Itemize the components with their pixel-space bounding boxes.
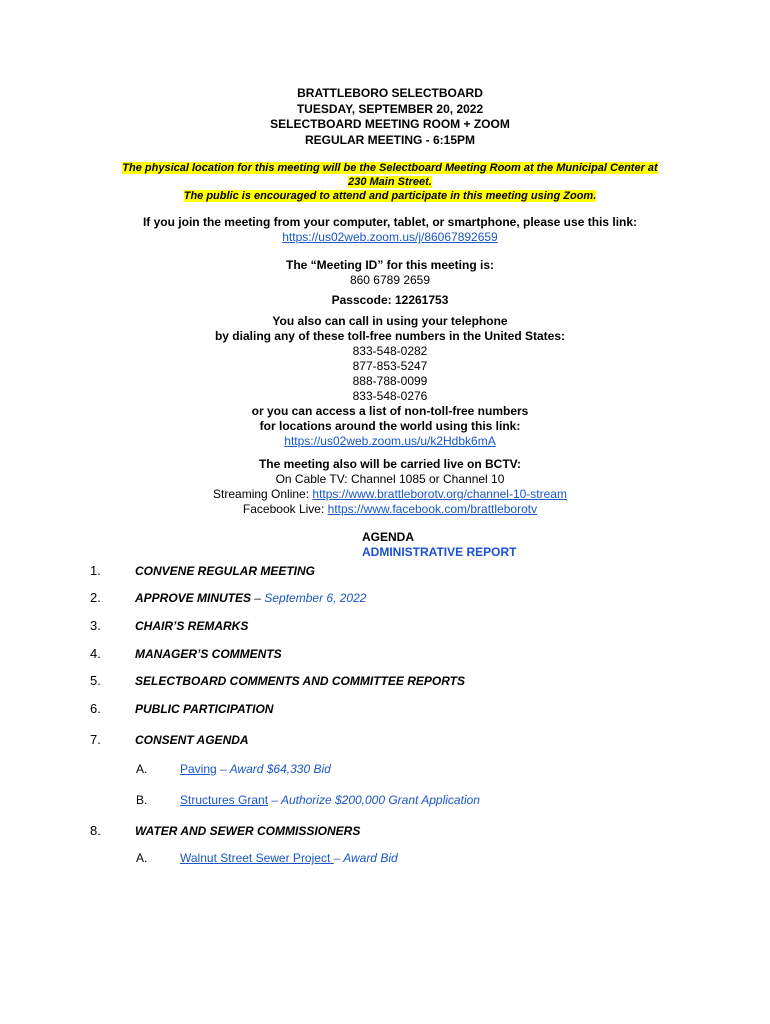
phone-number: 888-788-0099 (352, 374, 428, 388)
item-number: 1. (90, 563, 101, 578)
item-title: WATER AND SEWER COMMISSIONERS (135, 824, 361, 838)
subitem-description: Award $64,330 Bid (229, 762, 331, 776)
phone-number: 877-853-5247 (352, 359, 428, 373)
subitem-separator: – (268, 793, 281, 807)
meeting-id-section (80, 258, 700, 288)
location-notice (90, 161, 690, 203)
phone-intro-1: You also can call in using your telephone (272, 314, 508, 328)
streaming-link[interactable]: https://www.brattleborotv.org/channel-10-stream (312, 487, 567, 501)
item-separator: – (251, 591, 265, 605)
item-number: 7. (90, 732, 101, 747)
notice-line-3: The public is encouraged to attend and participate in this meeting using Zoom. (183, 190, 597, 202)
zoom-section (80, 215, 700, 245)
zoom-link[interactable]: https://us02web.zoom.us/j/86067892659 (282, 230, 498, 244)
item-title: CONVENE REGULAR MEETING (135, 564, 316, 578)
bctv-title: The meeting also will be carried live on BCTV: (258, 457, 522, 471)
structures-grant-link[interactable]: Structures Grant (180, 793, 269, 807)
item-title: PUBLIC PARTICIPATION (135, 702, 274, 716)
item-title: MANAGER’S COMMENTS (135, 647, 282, 661)
phone-section (80, 314, 700, 449)
header-meeting-type: REGULAR MEETING - 6:15PM (304, 132, 475, 147)
facebook-link[interactable]: https://www.facebook.com/brattleborotv (327, 502, 538, 516)
notice-line-2: 230 Main Street. (348, 176, 432, 188)
facebook-label: Facebook Live: (242, 502, 328, 516)
meeting-header (80, 86, 700, 148)
meeting-id-label: The “Meeting ID” for this meeting is: (285, 258, 494, 272)
phone-alt-2: for locations around the world using this link: (259, 419, 521, 433)
notice-line-1: The physical location for this meeting will be the Selectboard Meeting Room at the Municipal Center at (122, 162, 658, 174)
phone-number: 833-548-0276 (352, 389, 428, 403)
item-title: CONSENT AGENDA (135, 733, 249, 747)
subitem-separator: – (333, 851, 344, 865)
item-title: CHAIR’S REMARKS (135, 619, 249, 633)
zoom-intro: If you join the meeting from your computer, tablet, or smartphone, please use this link: (142, 215, 638, 229)
item-title: SELECTBOARD COMMENTS AND COMMITTEE REPORTS (135, 674, 466, 688)
subitem-description: Authorize $200,000 Grant Application (280, 793, 480, 807)
header-date: TUESDAY, SEPTEMBER 20, 2022 (296, 101, 484, 116)
streaming-label: Streaming Online: (213, 487, 313, 501)
item-number: 8. (90, 823, 101, 838)
item-number: 6. (90, 701, 101, 716)
phone-number: 833-548-0282 (352, 344, 428, 358)
agenda-title: AGENDA (362, 530, 415, 544)
header-location: SELECTBOARD MEETING ROOM + ZOOM (270, 117, 510, 131)
subitem-description: Award Bid (343, 851, 398, 865)
item-number: 5. (90, 673, 101, 688)
subitem-separator: – (216, 762, 230, 776)
phone-intro-2: by dialing any of these toll-free numbers in the United States: (214, 329, 566, 343)
agenda-heading (362, 530, 516, 560)
header-title: BRATTLEBORO SELECTBOARD (297, 86, 483, 100)
administrative-report-link[interactable]: ADMINISTRATIVE REPORT (362, 545, 517, 559)
subitem-letter: B. (136, 793, 148, 807)
item-number: 3. (90, 618, 101, 633)
phone-alt-1: or you can access a list of non-toll-free numbers (251, 404, 529, 418)
item-number: 2. (90, 590, 101, 605)
bctv-section (80, 457, 700, 517)
subitem-letter: A. (136, 851, 148, 865)
meeting-id-value: 860 6789 2659 (349, 273, 431, 287)
passcode: Passcode: 12261753 (331, 293, 449, 307)
item-number: 4. (90, 646, 101, 661)
item-title: APPROVE MINUTES (135, 591, 252, 605)
walnut-street-sewer-link[interactable]: Walnut Street Sewer Project (180, 851, 334, 865)
paving-link[interactable]: Paving (180, 762, 217, 776)
minutes-date-link[interactable]: September 6, 2022 (264, 591, 367, 605)
international-numbers-link[interactable]: https://us02web.zoom.us/u/k2Hdbk6mA (284, 434, 496, 448)
subitem-letter: A. (136, 762, 148, 776)
bctv-cable: On Cable TV: Channel 1085 or Channel 10 (275, 472, 505, 486)
